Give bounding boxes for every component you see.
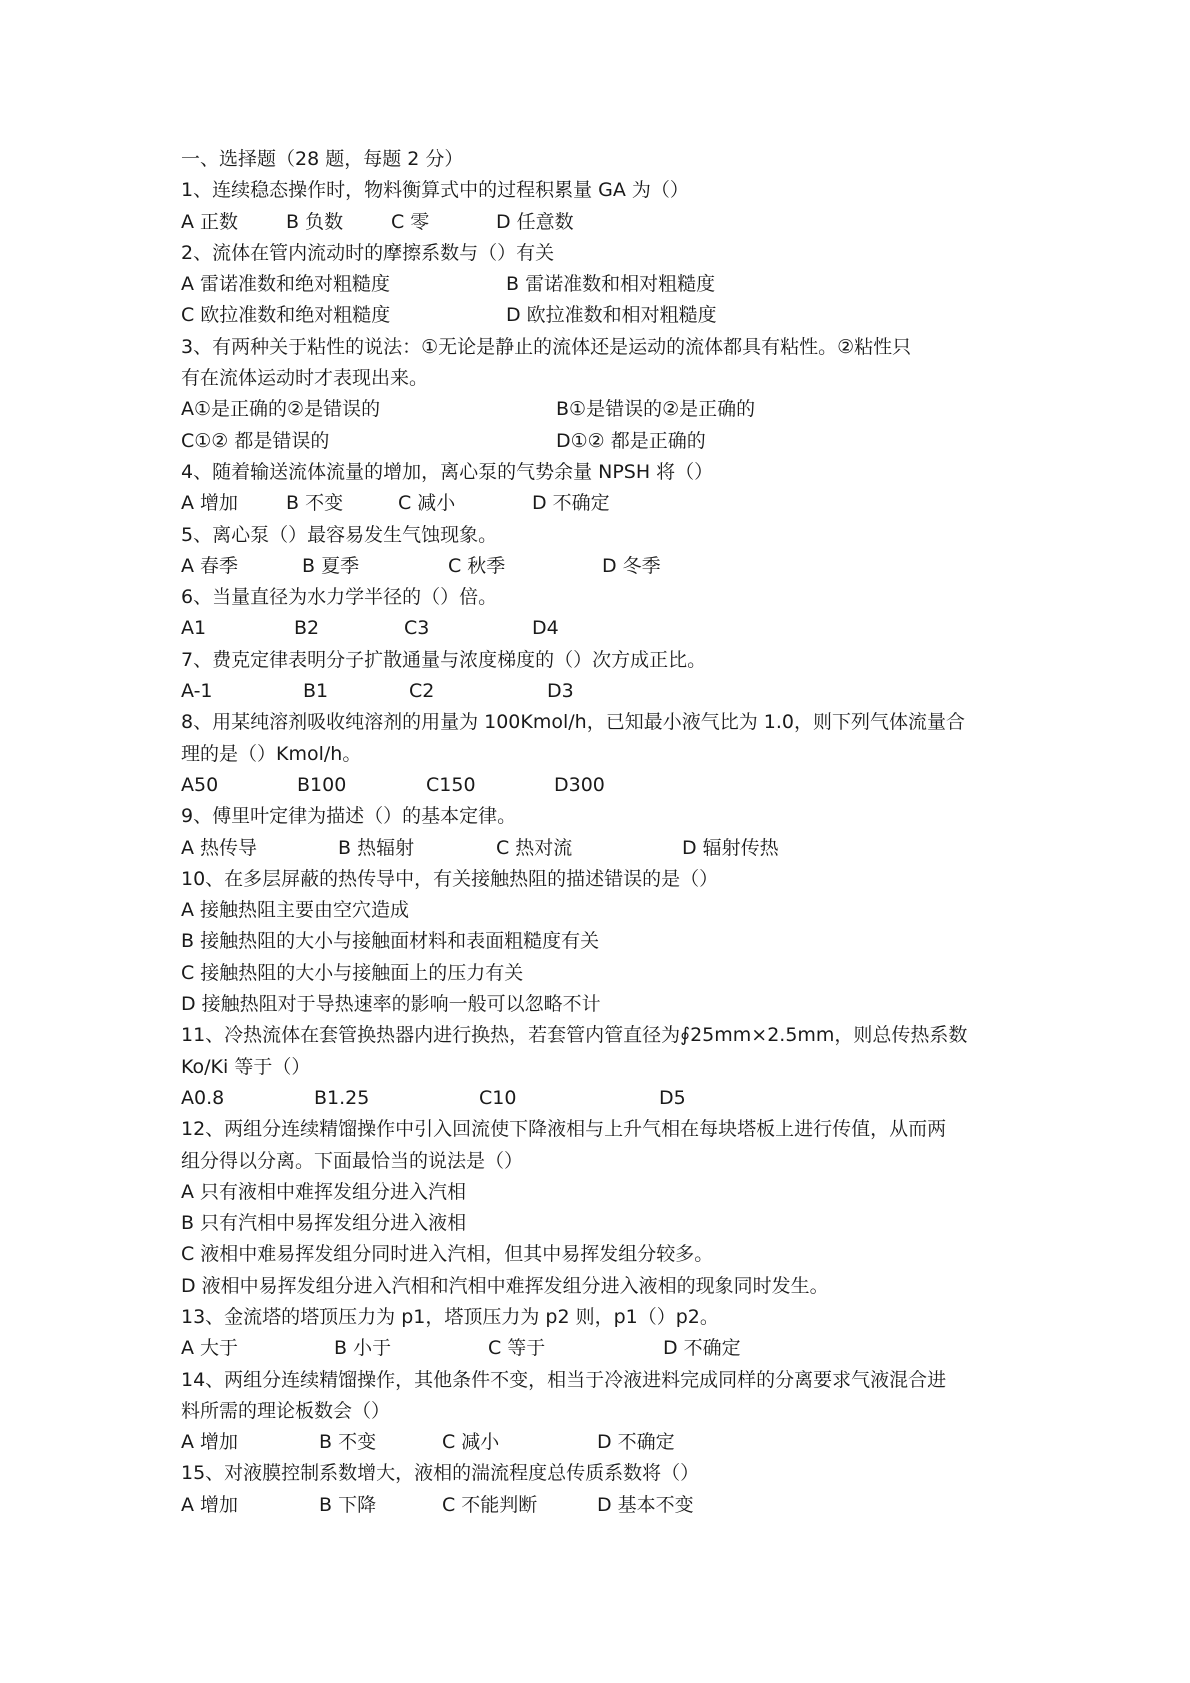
question-1-options bbox=[181, 207, 1021, 238]
option-a: A 增加 bbox=[181, 492, 239, 515]
question-3-options-row2 bbox=[181, 426, 1021, 457]
option-a: A 雷诺准数和绝对粗糙度 bbox=[181, 273, 391, 296]
question-5-stem: 5、离心泵（）最容易发生气蚀现象。 bbox=[181, 523, 498, 546]
question-8-stem-line1: 8、用某纯溶剂吸收纯溶剂的用量为 100Kmol/h，已知最小液气比为 1.0，则下列气体流量合 bbox=[181, 711, 965, 734]
question-13-stem: 13、金流塔的塔顶压力为 p1，塔顶压力为 p2 则，p1（）p2。 bbox=[181, 1305, 719, 1328]
question-14-stem-line2: 料所需的理论板数会（） bbox=[181, 1399, 391, 1422]
option-a: A 增加 bbox=[181, 1431, 239, 1454]
option-c: C2 bbox=[409, 680, 435, 703]
question-8-stem-line2: 理的是（）Kmol/h。 bbox=[181, 742, 362, 765]
option-c: C 欧拉准数和绝对粗糙度 bbox=[181, 304, 391, 327]
option-d: D3 bbox=[547, 680, 574, 703]
question-4-stem: 4、随着输送流体流量的增加，离心泵的气势余量 NPSH 将（） bbox=[181, 460, 714, 483]
option-d: D 欧拉准数和相对粗糙度 bbox=[506, 304, 717, 327]
option-a: A 接触热阻主要由空穴造成 bbox=[181, 899, 410, 922]
option-c: C 热对流 bbox=[496, 836, 573, 859]
question-2-options-row2 bbox=[181, 300, 1021, 331]
option-a: A 春季 bbox=[181, 554, 239, 577]
question-15-stem: 15、对液膜控制系数增大，液相的湍流程度总传质系数将（） bbox=[181, 1462, 700, 1485]
option-d: D 任意数 bbox=[496, 210, 574, 233]
option-d: D 辐射传热 bbox=[682, 836, 779, 859]
option-b: B 不变 bbox=[286, 492, 344, 515]
option-a: A 只有液相中难挥发组分进入汽相 bbox=[181, 1180, 467, 1203]
option-d: D4 bbox=[532, 617, 559, 640]
option-d: D 不确定 bbox=[663, 1337, 741, 1360]
option-b: B 下降 bbox=[319, 1493, 377, 1516]
option-a: A 热传导 bbox=[181, 836, 258, 859]
option-c: C 不能判断 bbox=[442, 1493, 538, 1516]
question-3-stem-line1: 3、有两种关于粘性的说法：①无论是静止的流体还是运动的流体都具有粘性。②粘性只 bbox=[181, 335, 912, 358]
question-list bbox=[181, 144, 1021, 1521]
option-b: B 小于 bbox=[334, 1337, 392, 1360]
option-d: D5 bbox=[659, 1086, 686, 1109]
question-13-options bbox=[181, 1333, 1021, 1364]
question-1-stem: 1、连续稳态操作时，物料衡算式中的过程积累量 GA 为（） bbox=[181, 179, 689, 202]
question-10-stem: 10、在多层屏蔽的热传导中，有关接触热阻的描述错误的是（） bbox=[181, 867, 719, 890]
option-b: B 夏季 bbox=[302, 554, 360, 577]
option-d: D 液相中易挥发组分进入汽相和汽相中难挥发组分进入液相的现象同时发生。 bbox=[181, 1274, 829, 1297]
question-9-stem: 9、傅里叶定律为描述（）的基本定律。 bbox=[181, 805, 517, 828]
question-12-stem-line2: 组分得以分离。下面最恰当的说法是（） bbox=[181, 1149, 524, 1172]
option-c: C①② 都是错误的 bbox=[181, 429, 330, 452]
section-title: 一、选择题（28 题，每题 2 分） bbox=[181, 148, 464, 170]
option-b: B①是错误的②是正确的 bbox=[556, 398, 756, 421]
question-7-stem: 7、费克定律表明分子扩散通量与浓度梯度的（）次方成正比。 bbox=[181, 648, 707, 671]
option-d: D 不确定 bbox=[597, 1431, 675, 1454]
option-a: A 正数 bbox=[181, 210, 239, 233]
option-c: C 零 bbox=[391, 210, 430, 233]
option-c: C 减小 bbox=[442, 1431, 500, 1454]
option-d: D 不确定 bbox=[532, 492, 610, 515]
question-6-options bbox=[181, 613, 1021, 644]
question-8-options bbox=[181, 770, 1021, 801]
option-c: C 秋季 bbox=[448, 554, 506, 577]
option-d: D 冬季 bbox=[602, 554, 661, 577]
question-11-stem-line1: 11、冷热流体在套管换热器内进行换热，若套管内管直径为∮25mm×2.5mm，则总传热系数 bbox=[181, 1024, 968, 1047]
question-3-options-row1 bbox=[181, 394, 1021, 425]
question-9-options bbox=[181, 833, 1021, 864]
question-15-options bbox=[181, 1490, 1021, 1521]
option-b: B2 bbox=[294, 617, 320, 640]
question-2-options-row1 bbox=[181, 269, 1021, 300]
option-a: A0.8 bbox=[181, 1086, 225, 1109]
question-2-stem: 2、流体在管内流动时的摩擦系数与（）有关 bbox=[181, 241, 555, 264]
option-a: A50 bbox=[181, 773, 219, 796]
question-5-options bbox=[181, 551, 1021, 582]
option-b: B 只有汽相中易挥发组分进入液相 bbox=[181, 1212, 467, 1235]
option-b: B1 bbox=[303, 680, 329, 703]
option-d: D 基本不变 bbox=[597, 1493, 694, 1516]
option-b: B 雷诺准数和相对粗糙度 bbox=[506, 273, 716, 296]
option-b: B 负数 bbox=[286, 210, 344, 233]
question-3-stem-line2: 有在流体运动时才表现出来。 bbox=[181, 367, 429, 390]
option-a: A 大于 bbox=[181, 1337, 239, 1360]
option-c: C 减小 bbox=[398, 492, 456, 515]
option-c: C10 bbox=[479, 1086, 517, 1109]
question-7-options bbox=[181, 676, 1021, 707]
option-c: C150 bbox=[426, 773, 476, 796]
option-a: A1 bbox=[181, 617, 207, 640]
option-b: B 不变 bbox=[319, 1431, 377, 1454]
option-b: B 热辐射 bbox=[338, 836, 415, 859]
option-b: B100 bbox=[297, 773, 347, 796]
question-11-stem-line2: Ko/Ki 等于（） bbox=[181, 1055, 311, 1078]
option-a: A 增加 bbox=[181, 1493, 239, 1516]
option-d: D 接触热阻对于导热速率的影响一般可以忽略不计 bbox=[181, 993, 601, 1016]
question-12-stem-line1: 12、两组分连续精馏操作中引入回流使下降液相与上升气相在每块塔板上进行传值，从而两 bbox=[181, 1118, 947, 1141]
option-c: C 接触热阻的大小与接触面上的压力有关 bbox=[181, 961, 524, 984]
question-6-stem: 6、当量直径为水力学半径的（）倍。 bbox=[181, 586, 498, 609]
option-b: B1.25 bbox=[314, 1086, 370, 1109]
question-14-options bbox=[181, 1427, 1021, 1458]
question-11-options bbox=[181, 1083, 1021, 1114]
option-c: C 液相中难易挥发组分同时进入汽相，但其中易挥发组分较多。 bbox=[181, 1243, 714, 1266]
option-d: D300 bbox=[554, 773, 605, 796]
option-a: A-1 bbox=[181, 680, 213, 703]
option-c: C 等于 bbox=[488, 1337, 546, 1360]
question-4-options bbox=[181, 488, 1021, 519]
option-c: C3 bbox=[404, 617, 430, 640]
question-14-stem-line1: 14、两组分连续精馏操作，其他条件不变，相当于冷液进料完成同样的分离要求气液混合进 bbox=[181, 1368, 947, 1391]
option-d: D①② 都是正确的 bbox=[556, 429, 706, 452]
option-b: B 接触热阻的大小与接触面材料和表面粗糙度有关 bbox=[181, 930, 600, 953]
option-a: A①是正确的②是错误的 bbox=[181, 398, 381, 421]
